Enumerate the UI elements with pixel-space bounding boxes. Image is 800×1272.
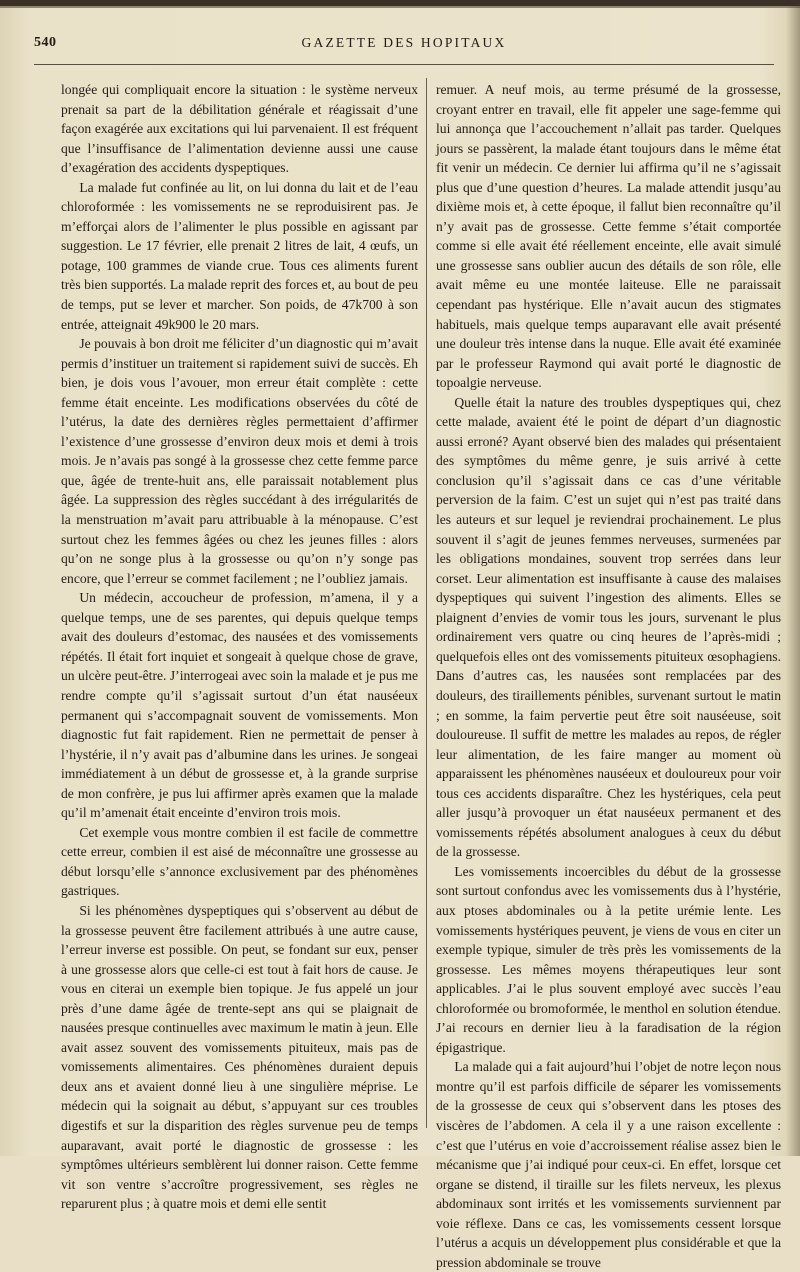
column-divider	[426, 78, 427, 1128]
paragraph: longée qui compliquait encore la situation : le système nerveux prenait sa part de la débilitation générale et réagissait d’une façon exagérée aux excitations qui lui parvenaient. Il est fréquent que l’insuffisance de l’alimentation devienne aussi une cause d’exagération des accidents dyspeptiques.	[61, 82, 418, 176]
running-header	[34, 35, 774, 57]
binding-shadow	[786, 0, 800, 1156]
journal-title: GAZETTE DES HOPITAUX	[301, 35, 507, 50]
right-column	[436, 80, 781, 1270]
left-column	[61, 80, 418, 1212]
paragraph: Si les phénomènes dyspeptiques qui s’observent au début de la grossesse peuvent être facilement attribués à une autre cause, l’erreur inverse est possible. On peut, se fondant sur eux, penser à une grossesse alors que celle-ci est tout à fait hors de cause. Je vous en citerai un exemple bien topique. Je fus appelé un jour près d’une dame âgée de trente-sept ans qui se plaignait de nausées presque continuelles avec maximum le matin à jeun. Elle avait assez souvent des vomissements pituiteux, mais pas de vomissements alimentaires. Ces phénomènes duraient depuis deux ans et avaient donné lieu à une singulière méprise. Le médecin qui la soignait au début, s’appuyant sur ces troubles digestifs et sur la disparition des règles survenue peu de temps auparavant, avait porté le diagnostic de grossesse : les symptômes ultérieurs semblèrent lui donner raison. Cette femme vit son ventre s’accroître progressivement, ses règles ne reparurent plus ; à quatre mois et demi elle sentit	[61, 902, 418, 1212]
paragraph: Les vomissements incoercibles du début de la grossesse sont surtout confondus avec les vomissements dus à l’hystérie, aux ptoses abdominales ou à la petite urémie lente. Les vomissements hystériques peuvent, je viens de vous en citer un exemple typique, simuler de très près les vomissements de la grossesse. Les mêmes moyens thérapeutiques leur sont applicables. J’ai le plus souvent employé avec succès l’eau chloroformée ou bromoformée, le menthol en solution étendue. J’ai recours en dernier lieu à la faradisation de la région épigastrique.	[436, 863, 781, 1055]
header-rule	[34, 64, 774, 65]
page-top-edge-line	[0, 6, 800, 8]
paragraph: Cet exemple vous montre combien il est facile de commettre cette erreur, combien il est aisé de méconnaître une grossesse au début lorsqu’elle s’annonce exclusivement par des phénomènes gastriques.	[61, 824, 418, 899]
paragraph: remuer. A neuf mois, au terme présumé de la grossesse, croyant entrer en travail, elle fit appeler une sage-femme qui lui annonça que l’accouchement n’allait pas tarder. Quelques jours se passèrent, la malade étant toujours dans le même état fit venir un médecin. Ce dernier lui affirma qu’il ne s’agissait plus que d’une question d’heures. La malade attendit jusqu’au dixième mois et, à cette époque, il fallut bien reconnaître qu’il n’y avait pas de grossesse. Cette femme s’était comportée comme si elle avait été réellement enceinte, elle avait simulé une grossesse sans oublier aucun des détails de son rôle, elle avait même eu une montée laiteuse. Elle ne paraissait cependant pas hystérique. Elle n’avait aucun des stigmates habituels, mais quelque temps auparavant elle avait présenté une douleur très intense dans la nuque. Elle avait été examinée par le professeur Raymond qui avait porté le diagnostic de topoalgie nerveuse.	[436, 82, 781, 391]
paragraph: Je pouvais à bon droit me féliciter d’un diagnostic qui m’avait permis d’instituer un traitement si rapidement suivi de succès. Eh bien, je dois vous l’avouer, mon erreur était complète : cette femme était enceinte. Les modifications observées du côté de l’utérus, la date des dernières règles permettaient d’affirmer l’existence d’une grossesse d’environ deux mois et demi à trois mois. Je n’avais pas songé à la grossesse chez cette femme parce que, âgée de trente-huit ans, elle paraissait notablement plus âgée. La suppression des règles succédant à des irrégularités de la menstruation m’avait paru attribuable à la ménopause. C’est surtout chez les femmes âgées ou chez les jeunes filles : alors qu’on ne songe plus à la grossesse ou qu’on n’y songe pas encore, que l’erreur se commet facilement ; ne l’oubliez jamais.	[61, 336, 418, 586]
paragraph: Un médecin, accoucheur de profession, m’amena, il y a quelque temps, une de ses parentes, qui depuis quelque temps avait des douleurs d’estomac, des nausées et des vomissements répétés. Il était fort inquiet et songeait à quelque chose de grave, un ulcère peut-être. J’interrogeai avec soin la malade et je pus me rendre compte qu’il s’agissait surtout d’un état nauséeux permanent qui s’accompagnait souvent de vomissements. Mon diagnostic fut fait rapidement. Rien ne permettait de penser à l’hystérie, il n’y avait pas d’albumine dans les urines. Je songeai immédiatement à un début de grossesse et, à la grande surprise de mon confrère, je pus lui affirmer après examen que la malade qu’il m’amenait était enceinte d’environ trois mois.	[61, 590, 418, 821]
page-number: 540	[34, 35, 57, 50]
paragraph: Quelle était la nature des troubles dyspeptiques qui, chez cette malade, avaient été le point de départ d’un diagnostic aussi erroné? Ayant observé bien des malades qui présentaient des symptômes du même genre, je suis arrivé à cette conclusion qu’il s’agissait dans ce cas d’une véritable perversion de la faim. C’est un sujet qui n’est pas traité dans les auteurs et sur lequel je reviendrai prochainement. Le plus souvent il s’agit de jeunes femmes nerveuses, surmenées par les obligations mondaines, souvent trop serrées dans leur corset. Leur alimentation est insuffisante à cause des malaises dyspeptiques qui suivent l’ingestion des aliments. Elles se plaignent d’envies de vomir tous les jours, survenant le plus ordinairement vers quatre ou cinq heures de l’après-midi ; quelquefois elles ont des vomissements pituiteux œsophagiens. Dans d’autres cas, les nausées sont remplacées par des douleurs, des tiraillements pénibles, survenant surtout le matin ; en somme, la faim pervertie peut être soit nauséeuse, soit douloureuse. Il suffit de mettre les malades au repos, de régler leur alimentation, de les faire manger au moment où apparaissent les phénomènes nauséeux et douloureux pour voir tous ces accidents disparaître. Chez les hystériques, cela peut aller jusqu’à provoquer un état nauséeux permanent et des vomissements répétés absolument analogues à ceux du début de la grossesse.	[436, 394, 781, 860]
paragraph: La malade fut confinée au lit, on lui donna du lait et de l’eau chloroformée : les vomissements ne se reproduisirent pas. Je m’efforçai alors de l’alimenter le plus possible en agissant par suggestion. Le 17 février, elle prenait 2 litres de lait, 4 œufs, un potage, 100 grammes de viande crue. Tous ces aliments furent très bien supportés. La malade reprit des forces et, au bout de peu de temps, put se lever et marcher. Son poids, de 47k700 à son entrée, atteignait 49k900 le 20 mars.	[61, 179, 418, 332]
paragraph: La malade qui a fait aujourd’hui l’objet de notre leçon nous montre qu’il est parfois difficile de séparer les vomissements de la grossesse de ceux qui s’observent dans les ptoses des viscères de l’abdomen. A cela il y a une raison excellente : c’est que l’utérus en voie d’accroissement réalise assez bien le mécanisme que j’ai indiqué pour ceux-ci. En effet, lorsque cet organe se distend, il tiraille sur les filets nerveux, les plexus abdominaux sont irrités et les vomissements surviennent par voie réflexe. Dans ce cas, les vomissements cessent lorsque l’utérus a acquis un développement plus considérable et que la pression abdominale se trouve	[436, 1059, 781, 1270]
